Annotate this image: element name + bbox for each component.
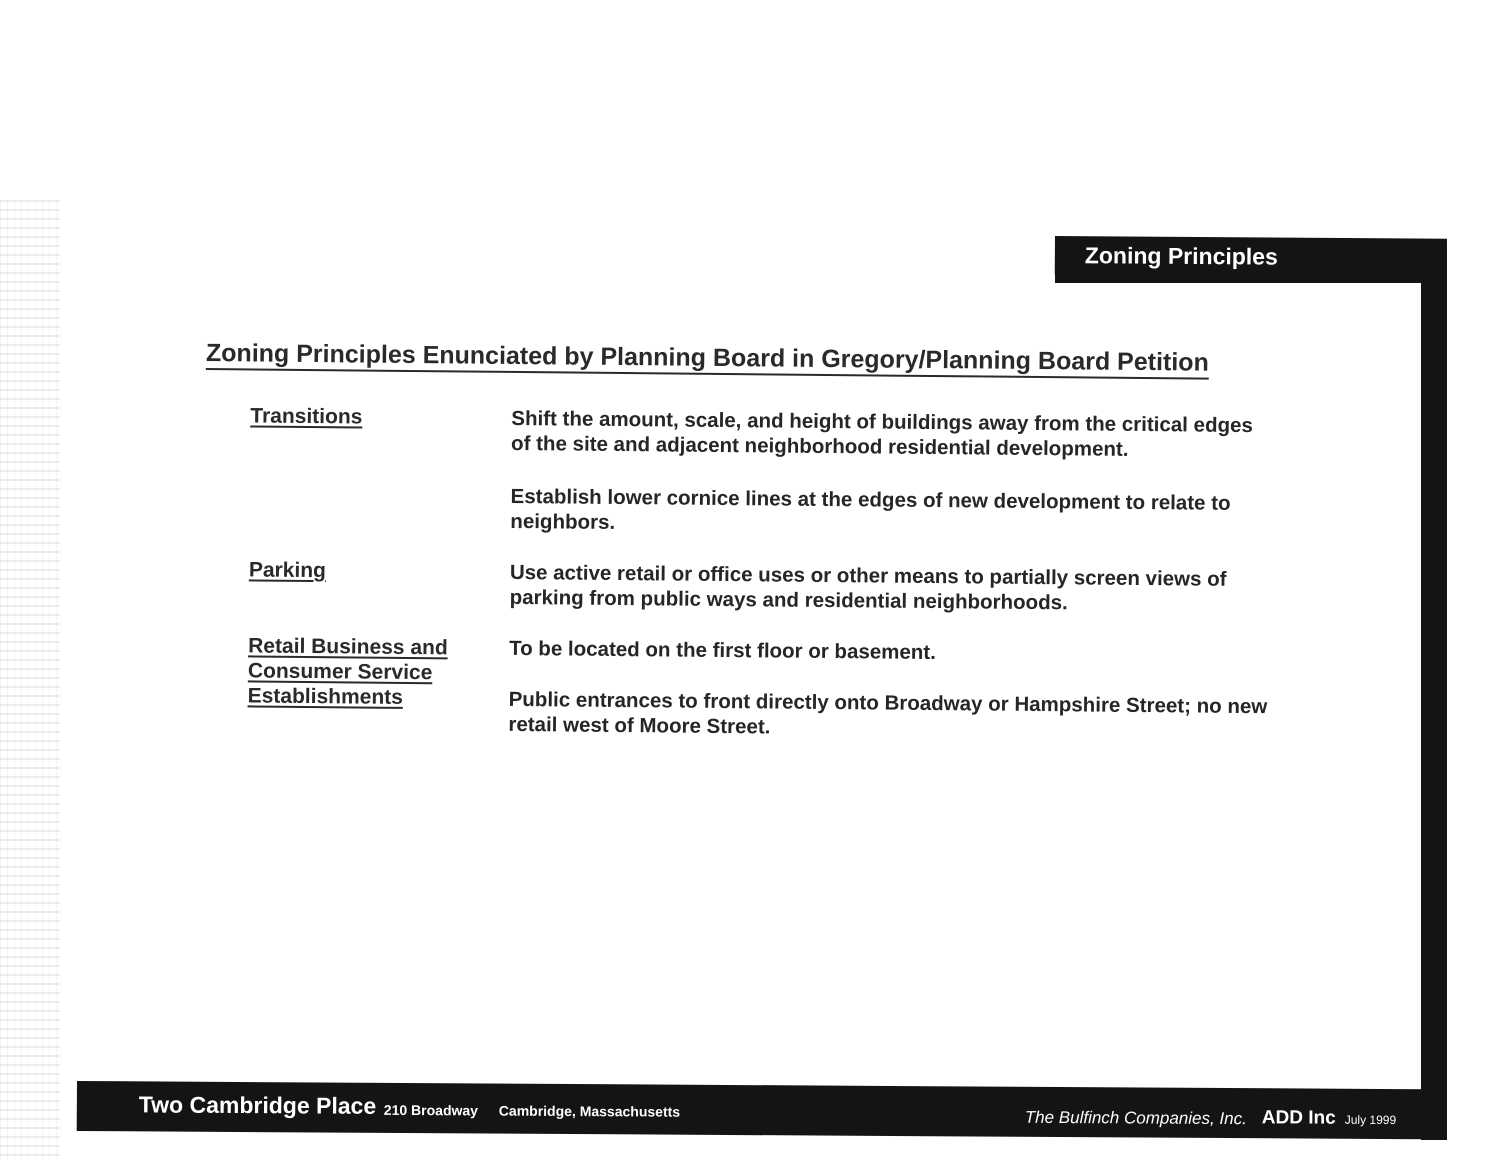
footer-project-name: Two Cambridge Place <box>138 1091 377 1119</box>
section-label-retail: Retail Business and Consumer Service Establishments <box>247 634 448 709</box>
section-label-parking: Parking <box>248 558 327 583</box>
transitions-item-2: Establish lower cornice lines at the edges of new development to relate to neighbors. <box>510 484 1231 534</box>
footer-company: The Bulfinch Companies, Inc. <box>1024 1107 1247 1129</box>
transitions-item-1: Shift the amount, scale, and height of buildings away from the critical edges of the site and adjacent neighborhood residential development. <box>511 406 1253 461</box>
page-title: Zoning Principles Enunciated by Planning Board in Gregory/Planning Board Petition <box>206 338 1209 380</box>
footer-street: 210 Broadway <box>383 1101 479 1119</box>
retail-item-1: To be located on the first floor or basement. <box>509 636 936 665</box>
header-label: Zoning Principles <box>1055 236 1447 277</box>
parking-item-1: Use active retail or office uses or other means to partially screen views of parking from public ways and residential neighborhoods. <box>509 560 1227 615</box>
footer-bar <box>77 1081 1435 1139</box>
retail-item-2: Public entrances to front directly onto Broadway or Hampshire Street; no new retail west of Moore Street. <box>508 687 1268 739</box>
footer-firm: ADD Inc <box>1261 1107 1336 1129</box>
section-label-transitions: Transitions <box>250 404 363 429</box>
footer-date: July 1999 <box>1344 1112 1397 1128</box>
footer-city: Cambridge, Massachusetts <box>498 1102 681 1120</box>
